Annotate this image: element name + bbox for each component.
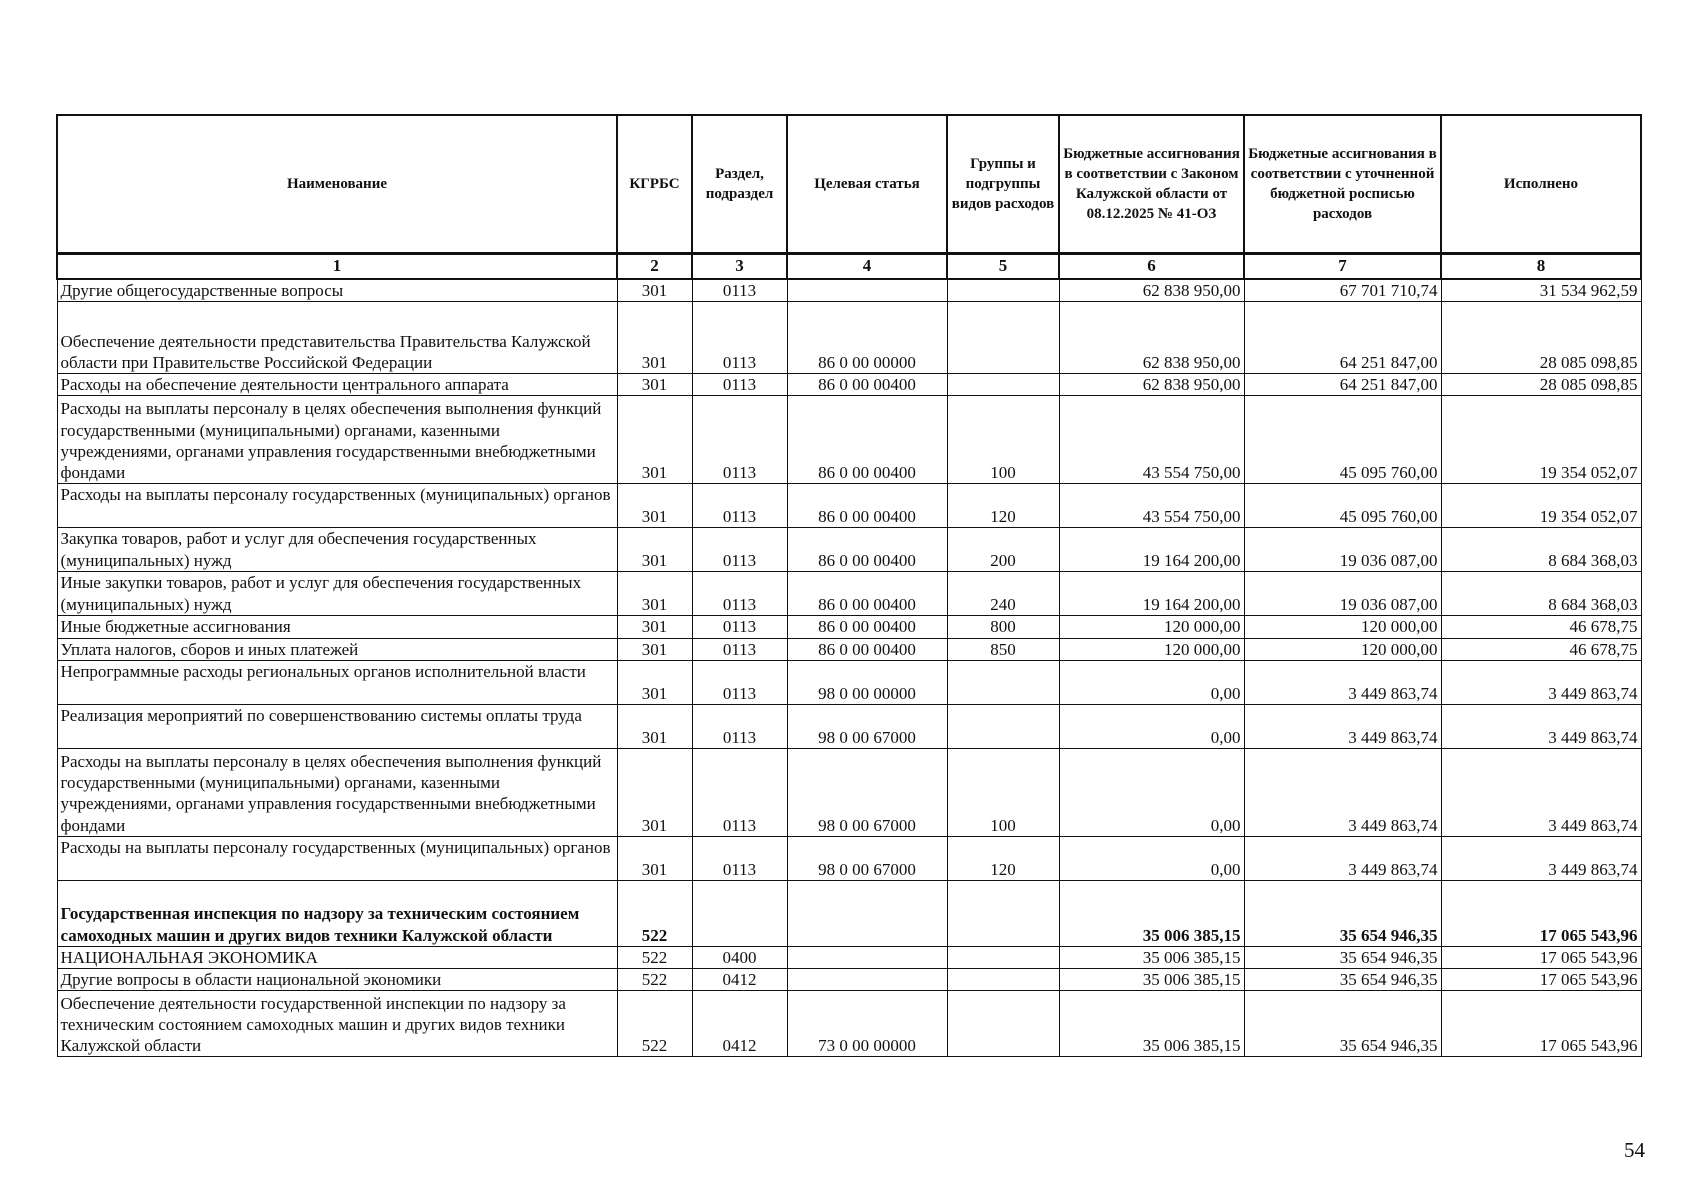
row-razdel: 0113 (692, 528, 787, 572)
row-kgrbs: 301 (617, 836, 692, 880)
row-done-amount: 19 354 052,07 (1441, 484, 1641, 528)
row-razdel: 0113 (692, 484, 787, 528)
row-vid: 800 (947, 616, 1059, 638)
header-statya: Целевая статья (787, 115, 947, 254)
row-plan-amount: 19 036 087,00 (1244, 528, 1441, 572)
row-kgrbs: 301 (617, 704, 692, 748)
row-name: Расходы на обеспечение деятельности центрального аппарата (57, 374, 617, 396)
header-kgrbs: КГРБС (617, 115, 692, 254)
row-done-amount: 8 684 368,03 (1441, 528, 1641, 572)
row-razdel: 0113 (692, 302, 787, 374)
row-name: Иные бюджетные ассигнования (57, 616, 617, 638)
column-number: 1 (57, 254, 617, 279)
row-law-amount: 120 000,00 (1059, 616, 1244, 638)
row-razdel: 0113 (692, 572, 787, 616)
row-razdel: 0113 (692, 836, 787, 880)
column-number: 8 (1441, 254, 1641, 279)
row-statya: 98 0 00 00000 (787, 660, 947, 704)
page-number: 54 (1624, 1138, 1645, 1162)
table-row (57, 616, 1641, 638)
row-kgrbs: 301 (617, 748, 692, 836)
row-plan-amount: 3 449 863,74 (1244, 836, 1441, 880)
row-kgrbs: 301 (617, 572, 692, 616)
row-razdel: 0113 (692, 660, 787, 704)
row-name: Расходы на выплаты персоналу в целях обеспечения выполнения функций государственными (муниципальными) органами, казенными учреждениями, органами управления государственными внебюджетными фондами (57, 396, 617, 484)
row-razdel: 0113 (692, 396, 787, 484)
row-kgrbs: 301 (617, 638, 692, 660)
row-done-amount: 17 065 543,96 (1441, 991, 1641, 1057)
row-vid: 100 (947, 748, 1059, 836)
table-row (57, 880, 1641, 946)
row-done-amount: 17 065 543,96 (1441, 946, 1641, 968)
header-plan: Бюджетные ассигнования в соответствии с уточненной бюджетной росписью расходов (1244, 115, 1441, 254)
row-plan-amount: 35 654 946,35 (1244, 880, 1441, 946)
row-kgrbs: 522 (617, 969, 692, 991)
row-statya: 98 0 00 67000 (787, 748, 947, 836)
row-kgrbs: 301 (617, 616, 692, 638)
table-row (57, 279, 1641, 302)
table-row (57, 396, 1641, 484)
row-vid: 100 (947, 396, 1059, 484)
table-row (57, 991, 1641, 1057)
row-done-amount: 17 065 543,96 (1441, 880, 1641, 946)
table-row (57, 704, 1641, 748)
row-vid (947, 969, 1059, 991)
row-done-amount: 46 678,75 (1441, 638, 1641, 660)
row-vid (947, 946, 1059, 968)
row-statya: 86 0 00 00400 (787, 616, 947, 638)
row-statya: 86 0 00 00400 (787, 374, 947, 396)
row-done-amount: 3 449 863,74 (1441, 748, 1641, 836)
row-plan-amount: 64 251 847,00 (1244, 302, 1441, 374)
table-row (57, 748, 1641, 836)
row-law-amount: 35 006 385,15 (1059, 969, 1244, 991)
row-statya: 86 0 00 00400 (787, 396, 947, 484)
row-kgrbs: 301 (617, 302, 692, 374)
row-name: Другие общегосударственные вопросы (57, 279, 617, 302)
table-row (57, 946, 1641, 968)
header-name: Наименование (57, 115, 617, 254)
column-number: 2 (617, 254, 692, 279)
row-statya: 86 0 00 00400 (787, 484, 947, 528)
row-law-amount: 0,00 (1059, 836, 1244, 880)
row-done-amount: 3 449 863,74 (1441, 836, 1641, 880)
column-number: 7 (1244, 254, 1441, 279)
row-done-amount: 3 449 863,74 (1441, 704, 1641, 748)
row-plan-amount: 35 654 946,35 (1244, 969, 1441, 991)
row-name: Обеспечение деятельности государственной инспекции по надзору за техническим состоянием самоходных машин и других видов техники Калужской области (57, 991, 617, 1057)
row-statya: 98 0 00 67000 (787, 704, 947, 748)
row-law-amount: 62 838 950,00 (1059, 374, 1244, 396)
row-plan-amount: 3 449 863,74 (1244, 660, 1441, 704)
row-law-amount: 120 000,00 (1059, 638, 1244, 660)
table-body (57, 279, 1641, 1057)
table-row (57, 374, 1641, 396)
header-vid: Группы и подгруппы видов расходов (947, 115, 1059, 254)
row-name: Закупка товаров, работ и услуг для обеспечения государственных (муниципальных) нужд (57, 528, 617, 572)
header-done: Исполнено (1441, 115, 1641, 254)
row-law-amount: 35 006 385,15 (1059, 946, 1244, 968)
row-razdel: 0113 (692, 748, 787, 836)
table-row (57, 969, 1641, 991)
row-law-amount: 35 006 385,15 (1059, 991, 1244, 1057)
row-done-amount: 3 449 863,74 (1441, 660, 1641, 704)
row-vid (947, 302, 1059, 374)
row-law-amount: 0,00 (1059, 704, 1244, 748)
table-row (57, 836, 1641, 880)
budget-table (56, 114, 1642, 1057)
row-kgrbs: 301 (617, 279, 692, 302)
row-razdel: 0412 (692, 969, 787, 991)
row-vid (947, 279, 1059, 302)
row-vid (947, 660, 1059, 704)
row-law-amount: 0,00 (1059, 748, 1244, 836)
table-row (57, 302, 1641, 374)
table-row (57, 484, 1641, 528)
header-row (57, 115, 1641, 254)
row-kgrbs: 301 (617, 528, 692, 572)
row-kgrbs: 522 (617, 880, 692, 946)
row-name: Другие вопросы в области национальной экономики (57, 969, 617, 991)
row-law-amount: 19 164 200,00 (1059, 528, 1244, 572)
row-plan-amount: 67 701 710,74 (1244, 279, 1441, 302)
row-law-amount: 0,00 (1059, 660, 1244, 704)
column-number: 5 (947, 254, 1059, 279)
row-name: Расходы на выплаты персоналу в целях обеспечения выполнения функций государственными (муниципальными) органами, казенными учреждениями, органами управления государственными внебюджетными фондами (57, 748, 617, 836)
row-vid (947, 704, 1059, 748)
row-plan-amount: 120 000,00 (1244, 638, 1441, 660)
row-law-amount: 62 838 950,00 (1059, 279, 1244, 302)
row-vid (947, 991, 1059, 1057)
row-vid (947, 374, 1059, 396)
row-plan-amount: 45 095 760,00 (1244, 484, 1441, 528)
row-razdel: 0113 (692, 638, 787, 660)
row-done-amount: 28 085 098,85 (1441, 302, 1641, 374)
row-plan-amount: 64 251 847,00 (1244, 374, 1441, 396)
row-statya: 98 0 00 67000 (787, 836, 947, 880)
row-name: Государственная инспекция по надзору за техническим состоянием самоходных машин и других видов техники Калужской области (57, 880, 617, 946)
row-plan-amount: 19 036 087,00 (1244, 572, 1441, 616)
row-statya (787, 880, 947, 946)
row-name: Реализация мероприятий по совершенствованию системы оплаты труда (57, 704, 617, 748)
row-done-amount: 8 684 368,03 (1441, 572, 1641, 616)
column-number: 3 (692, 254, 787, 279)
row-name: Обеспечение деятельности представительства Правительства Калужской области при Правительстве Российской Федерации (57, 302, 617, 374)
row-law-amount: 62 838 950,00 (1059, 302, 1244, 374)
row-kgrbs: 522 (617, 946, 692, 968)
row-statya: 86 0 00 00000 (787, 302, 947, 374)
row-plan-amount: 3 449 863,74 (1244, 748, 1441, 836)
row-law-amount: 43 554 750,00 (1059, 396, 1244, 484)
row-done-amount: 28 085 098,85 (1441, 374, 1641, 396)
row-done-amount: 46 678,75 (1441, 616, 1641, 638)
row-plan-amount: 35 654 946,35 (1244, 991, 1441, 1057)
row-vid: 120 (947, 836, 1059, 880)
row-done-amount: 19 354 052,07 (1441, 396, 1641, 484)
row-vid: 240 (947, 572, 1059, 616)
table-row (57, 528, 1641, 572)
row-law-amount: 35 006 385,15 (1059, 880, 1244, 946)
column-number-row (57, 254, 1641, 279)
row-statya: 86 0 00 00400 (787, 528, 947, 572)
row-kgrbs: 301 (617, 660, 692, 704)
row-razdel (692, 880, 787, 946)
table-row (57, 660, 1641, 704)
row-razdel: 0113 (692, 374, 787, 396)
row-statya (787, 969, 947, 991)
row-done-amount: 17 065 543,96 (1441, 969, 1641, 991)
row-done-amount: 31 534 962,59 (1441, 279, 1641, 302)
row-vid: 120 (947, 484, 1059, 528)
row-vid: 200 (947, 528, 1059, 572)
row-law-amount: 19 164 200,00 (1059, 572, 1244, 616)
row-name: Непрограммные расходы региональных органов исполнительной власти (57, 660, 617, 704)
column-number: 4 (787, 254, 947, 279)
header-law: Бюджетные ассигнования в соответствии с Законом Калужской области от 08.12.2025 № 41-ОЗ (1059, 115, 1244, 254)
row-name: Расходы на выплаты персоналу государственных (муниципальных) органов (57, 484, 617, 528)
row-razdel: 0113 (692, 704, 787, 748)
row-plan-amount: 45 095 760,00 (1244, 396, 1441, 484)
row-razdel: 0400 (692, 946, 787, 968)
row-name: НАЦИОНАЛЬНАЯ ЭКОНОМИКА (57, 946, 617, 968)
header-razdel: Раздел, подраздел (692, 115, 787, 254)
row-statya (787, 279, 947, 302)
row-kgrbs: 301 (617, 396, 692, 484)
column-number: 6 (1059, 254, 1244, 279)
row-razdel: 0113 (692, 279, 787, 302)
row-kgrbs: 301 (617, 484, 692, 528)
row-statya (787, 946, 947, 968)
row-statya: 86 0 00 00400 (787, 572, 947, 616)
row-razdel: 0412 (692, 991, 787, 1057)
row-kgrbs: 522 (617, 991, 692, 1057)
table-row (57, 572, 1641, 616)
row-plan-amount: 120 000,00 (1244, 616, 1441, 638)
table-row (57, 638, 1641, 660)
row-kgrbs: 301 (617, 374, 692, 396)
row-plan-amount: 3 449 863,74 (1244, 704, 1441, 748)
row-name: Уплата налогов, сборов и иных платежей (57, 638, 617, 660)
row-name: Расходы на выплаты персоналу государственных (муниципальных) органов (57, 836, 617, 880)
row-vid: 850 (947, 638, 1059, 660)
row-vid (947, 880, 1059, 946)
row-statya: 73 0 00 00000 (787, 991, 947, 1057)
row-plan-amount: 35 654 946,35 (1244, 946, 1441, 968)
row-statya: 86 0 00 00400 (787, 638, 947, 660)
row-name: Иные закупки товаров, работ и услуг для обеспечения государственных (муниципальных) нужд (57, 572, 617, 616)
row-law-amount: 43 554 750,00 (1059, 484, 1244, 528)
row-razdel: 0113 (692, 616, 787, 638)
